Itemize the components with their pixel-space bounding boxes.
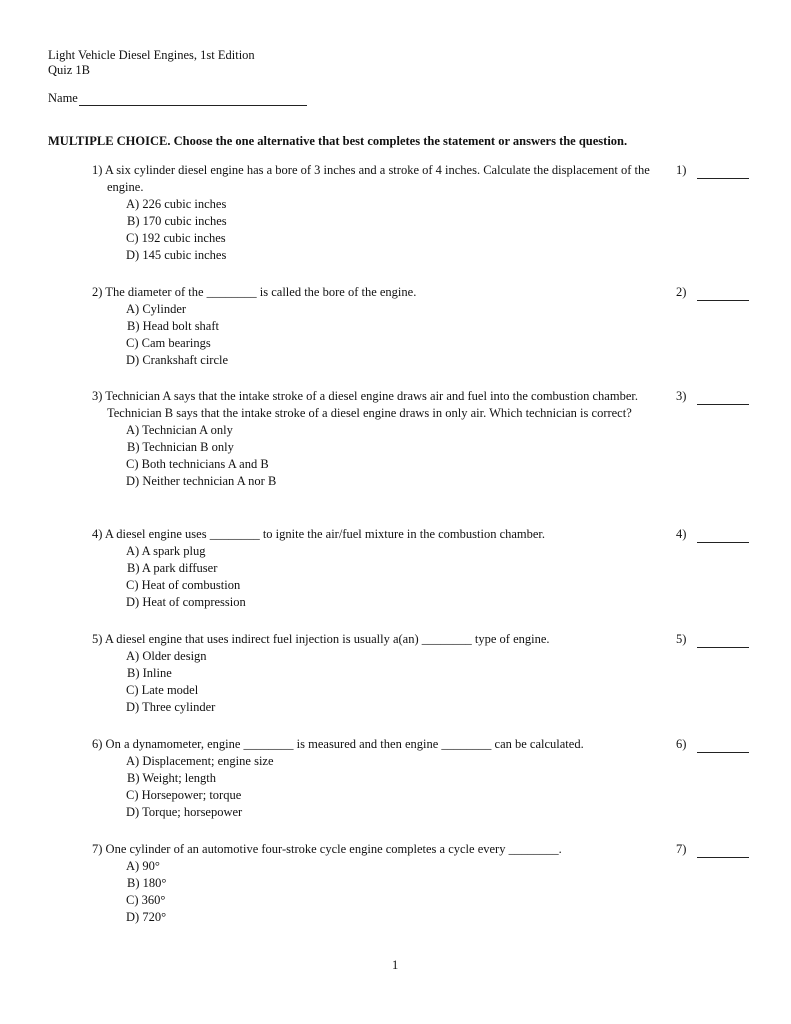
choice-b: B) Technician B only [127,440,234,454]
name-label: Name [48,91,78,105]
choice-a: A) Cylinder [126,302,187,316]
answer-blank-line [697,634,749,648]
question-stem: 4) A diesel engine uses ________ to ignite the air/fuel mixture in the combustion chamber. [92,527,546,541]
question-1 [92,162,752,264]
choices-list [92,196,752,264]
choice-b: B) Head bolt shaft [127,319,219,333]
choice-c: C) Both technicians A and B [126,457,269,471]
section-instructions: MULTIPLE CHOICE. Choose the one alternative that best completes the statement or answers the question. [48,134,628,148]
choice-d: D) Three cylinder [126,700,216,714]
answer-blank-line [697,529,749,543]
answer-number: 4) [676,527,687,541]
answer-blank-line [697,391,749,405]
choice-b: B) 170 cubic inches [127,214,227,228]
question-stem: 7) One cylinder of an automotive four-stroke cycle engine completes a cycle every ________. [92,842,562,856]
answer-blank-line [697,739,749,753]
choice-a: A) A spark plug [126,544,206,558]
choice-c: C) Late model [126,683,199,697]
choices-list [92,301,752,369]
answer-number: 7) [676,842,687,856]
choice-a: A) Technician A only [126,423,233,437]
answer-blank-line [697,287,749,301]
choice-d: D) Torque; horsepower [126,805,243,819]
choice-d: D) 720° [126,910,167,924]
choice-c: C) 192 cubic inches [126,231,226,245]
answer-number: 1) [676,163,687,177]
choices-list [92,753,752,821]
answer-slot [676,162,749,179]
choice-b: B) Weight; length [127,771,217,785]
question-stem: 2) The diameter of the ________ is called the bore of the engine. [92,285,417,299]
answer-slot [676,736,749,753]
choices-list [92,648,752,716]
choices-list [92,858,752,926]
answer-number: 2) [676,285,687,299]
question-stem: 1) A six cylinder diesel engine has a bore of 3 inches and a stroke of 4 inches. Calculate the displacement of the engine. [92,163,650,194]
answer-slot [676,284,749,301]
answer-slot [676,631,749,648]
page-number: 1 [392,958,399,972]
choice-c: C) Cam bearings [126,336,211,350]
choice-d: D) Heat of compression [126,595,246,609]
choice-c: C) 360° [126,893,166,907]
answer-blank-line [697,165,749,179]
name-blank-line [79,93,307,106]
choice-a: A) Older design [126,649,207,663]
choices-list [92,422,752,490]
document-title: Light Vehicle Diesel Engines, 1st Edition [48,48,255,62]
choices-list [92,543,752,611]
question-5 [92,631,752,716]
answer-number: 3) [676,389,687,403]
quiz-label: Quiz 1B [48,63,91,77]
question-stem: 6) On a dynamometer, engine ________ is measured and then engine ________ can be calculated. [92,737,584,751]
document-header [48,48,255,78]
question-3 [92,388,752,490]
choice-a: A) 226 cubic inches [126,197,227,211]
name-field [48,91,307,106]
answer-slot [676,388,749,405]
answer-slot [676,526,749,543]
question-4 [92,526,752,611]
choice-d: D) Crankshaft circle [126,353,229,367]
choice-b: B) Inline [127,666,172,680]
choice-c: C) Heat of combustion [126,578,241,592]
choice-d: D) 145 cubic inches [126,248,227,262]
choice-a: A) Displacement; engine size [126,754,274,768]
choice-c: C) Horsepower; torque [126,788,242,802]
choice-b: B) A park diffuser [127,561,218,575]
question-6 [92,736,752,821]
choice-d: D) Neither technician A nor B [126,474,277,488]
answer-slot [676,841,749,858]
question-stem: 3) Technician A says that the intake stroke of a diesel engine draws air and fuel into the combustion chamber. Technician B says that the intake stroke of a diesel engine draws in only air. Which technician is correct? [92,389,638,420]
answer-number: 5) [676,632,687,646]
question-2 [92,284,752,369]
answer-blank-line [697,844,749,858]
choice-b: B) 180° [127,876,167,890]
question-stem: 5) A diesel engine that uses indirect fuel injection is usually a(an) ________ type of engine. [92,632,550,646]
answer-number: 6) [676,737,687,751]
question-7 [92,841,752,926]
choice-a: A) 90° [126,859,160,873]
